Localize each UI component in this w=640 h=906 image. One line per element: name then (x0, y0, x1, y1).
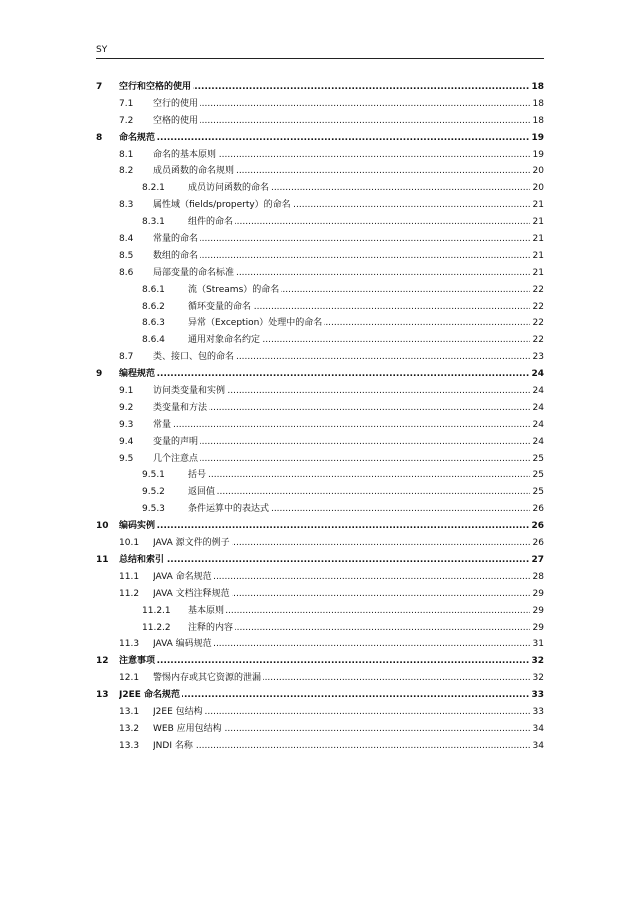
toc-entry[interactable] (96, 113, 544, 130)
toc-entry-page: 31 (532, 639, 544, 650)
toc-entry-page: 25 (532, 487, 544, 498)
toc-entry-title (188, 501, 530, 518)
toc-entry-page: 33 (531, 690, 544, 701)
page-header (96, 44, 544, 59)
toc-entry-number: 11.2.1 (142, 605, 171, 616)
toc-entry[interactable] (96, 603, 544, 620)
toc-entry-number: 9.1 (119, 386, 134, 397)
toc-entry-page: 25 (532, 453, 544, 464)
toc-entry-page: 25 (532, 470, 544, 481)
toc-entry-title (188, 620, 530, 637)
toc-entry-page: 27 (531, 554, 544, 565)
toc-entry[interactable] (96, 620, 544, 637)
toc-entry-title (153, 636, 530, 653)
toc-entry-title-text: JAVA 源文件的例子 (153, 538, 230, 549)
toc-entry[interactable] (96, 535, 544, 552)
toc-entry-page: 19 (531, 132, 544, 143)
toc-entry[interactable] (96, 349, 544, 366)
toc-entry-title (188, 467, 530, 484)
toc-entry-page: 33 (532, 706, 544, 717)
toc-entry-title-text: 异常（Exception）处理中的命名 (188, 318, 323, 329)
toc-entry-title (188, 484, 530, 501)
toc-entry-title (153, 248, 530, 265)
toc-entry[interactable] (96, 147, 544, 164)
toc-entry-title-text: 通用对象命名约定 (188, 335, 261, 346)
toc-entry-number: 8.1 (119, 149, 134, 160)
toc-entry-title-text: J2EE 包结构 (153, 706, 203, 717)
toc-entry-number: 9 (96, 369, 103, 380)
toc-entry-title (153, 96, 530, 113)
toc-entry-number: 8.6 (119, 267, 134, 278)
toc-entry[interactable] (96, 484, 544, 501)
toc-entry-number: 12 (96, 656, 109, 667)
toc-entry-page: 23 (532, 352, 544, 363)
toc-entry-title (153, 400, 530, 417)
toc-entry-title (188, 315, 530, 332)
toc-entry[interactable] (96, 451, 544, 468)
toc-entry-title-text: 空行和空格的使用 (119, 82, 192, 92)
toc-entry[interactable] (96, 383, 544, 400)
toc-entry[interactable] (96, 79, 544, 96)
toc-entry-number: 8 (96, 132, 103, 143)
toc-entry-title-text: 基本原则 (188, 605, 225, 616)
toc-entry-title-text: 空行的使用 (153, 98, 199, 109)
toc-entry-number: 12.1 (119, 673, 140, 684)
toc-entry-number: 9.5 (119, 453, 134, 464)
toc-entry-title (153, 417, 530, 434)
toc-entry-number: 10 (96, 521, 109, 532)
toc-entry-number: 9.2 (119, 402, 134, 413)
toc-entry-title (188, 180, 530, 197)
toc-entry-title (153, 670, 530, 687)
toc-entry-title-text: 注释的内容 (188, 622, 234, 633)
toc-entry-title-text: 局部变量的命名标准 (153, 267, 235, 278)
toc-entry-title (153, 721, 530, 738)
toc-entry-number: 8.3.1 (142, 217, 165, 228)
toc-entry-title (153, 738, 530, 755)
toc-entry[interactable] (96, 552, 544, 569)
toc-entry-number: 11.3 (119, 639, 140, 650)
toc-entry-title-text: 括号 (188, 470, 207, 481)
toc-entry-page: 26 (532, 538, 544, 549)
toc-entry[interactable] (96, 231, 544, 248)
toc-entry[interactable] (96, 636, 544, 653)
toc-entry-number: 8.6.2 (142, 301, 165, 312)
toc-entry-title (153, 451, 530, 468)
toc-entry-title-text: JAVA 编码规范 (153, 639, 212, 650)
toc-entry-title-text: 成员访问函数的命名 (188, 183, 270, 194)
toc-entry[interactable] (96, 670, 544, 687)
toc-entry[interactable] (96, 265, 544, 282)
toc-entry[interactable] (96, 586, 544, 603)
toc-entry[interactable] (96, 653, 544, 670)
toc-entry-title-text: 常量 (153, 419, 172, 430)
toc-entry-title (153, 113, 530, 130)
toc-entry-number: 11.2 (119, 588, 140, 599)
toc-entry-title-text: 流（Streams）的命名 (188, 284, 280, 295)
toc-entry-number: 9.3 (119, 419, 134, 430)
toc-entry-title-text: 空格的使用 (153, 115, 199, 126)
toc-entry-page: 18 (531, 82, 544, 92)
toc-entry[interactable] (96, 467, 544, 484)
toc-entry-title-text: 常量的命名 (153, 234, 199, 245)
toc-entry-title-text: 返回值 (188, 487, 216, 498)
toc-entry-title (119, 687, 530, 704)
toc-entry[interactable] (96, 163, 544, 180)
toc-entry[interactable] (96, 400, 544, 417)
toc-entry-title (153, 569, 530, 586)
toc-entry-page: 22 (532, 301, 544, 312)
toc-entry-page: 21 (532, 217, 544, 228)
toc-entry[interactable] (96, 248, 544, 265)
toc-entry[interactable] (96, 738, 544, 755)
toc-entry-title (119, 79, 530, 96)
toc-entry-title (188, 332, 530, 349)
toc-entry[interactable] (96, 96, 544, 113)
toc-entry-page: 20 (532, 183, 544, 194)
toc-entry-page: 24 (532, 436, 544, 447)
toc-entry-title-text: 命名的基本原则 (153, 149, 217, 160)
toc-entry-page: 24 (532, 402, 544, 413)
toc-entry-page: 21 (532, 200, 544, 211)
toc-entry-title (153, 231, 530, 248)
toc-entry-title-text: J2EE 命名规范 (119, 690, 181, 701)
toc-entry-page: 22 (532, 284, 544, 295)
toc-entry-title-text: 警惕内存或其它资源的泄漏 (153, 673, 262, 684)
toc-entry-title (119, 366, 530, 383)
toc-entry-title (153, 197, 530, 214)
toc-entry-number: 13.1 (119, 706, 140, 717)
toc-entry-page: 22 (532, 318, 544, 329)
toc-entry-page: 34 (532, 723, 544, 734)
toc-entry-title-text: WEB 应用包结构 (153, 723, 222, 734)
toc-entry-title-text: 访问类变量和实例 (153, 386, 226, 397)
toc-entry-number: 10.1 (119, 538, 140, 549)
toc-entry-page: 19 (532, 149, 544, 160)
toc-entry-number: 9.5.1 (142, 470, 165, 481)
toc-entry-title (119, 653, 530, 670)
toc-entry-number: 8.5 (119, 250, 134, 261)
toc-entry[interactable] (96, 197, 544, 214)
toc-entry-title (153, 265, 530, 282)
toc-entry[interactable] (96, 332, 544, 349)
toc-entry[interactable] (96, 282, 544, 299)
toc-entry[interactable] (96, 687, 544, 704)
toc-entry-title (153, 147, 530, 164)
toc-entry-page: 29 (532, 622, 544, 633)
toc-entry-title (153, 586, 530, 603)
toc-entry-title-text: 数组的命名 (153, 250, 199, 261)
toc-entry-number: 11.1 (119, 571, 140, 582)
toc-entry-number: 9.5.2 (142, 487, 165, 498)
toc-entry-number: 8.6.3 (142, 318, 165, 329)
toc-entry-title (153, 349, 530, 366)
header-text: SY (96, 45, 108, 55)
toc-entry[interactable] (96, 518, 544, 535)
toc-entry-number: 7 (96, 82, 103, 92)
toc-entry-number: 7.1 (119, 98, 134, 109)
toc-entry-title-text: JAVA 命名规范 (153, 571, 212, 582)
toc-entry-number: 8.4 (119, 234, 134, 245)
table-of-contents (96, 79, 544, 755)
toc-entry[interactable] (96, 721, 544, 738)
toc-entry-title-text: 成员函数的命名规则 (153, 166, 235, 177)
toc-entry-number: 7.2 (119, 115, 134, 126)
toc-entry-page: 26 (532, 504, 544, 515)
toc-entry-number: 8.2 (119, 166, 134, 177)
toc-entry-number: 8.3 (119, 200, 134, 211)
toc-entry-title-text: 循环变量的命名 (188, 301, 252, 312)
toc-entry-page: 20 (532, 166, 544, 177)
toc-entry-title-text: 编程规范 (119, 369, 156, 380)
toc-entry-title-text: 注意事项 (119, 656, 156, 667)
toc-entry-number: 11.2.2 (142, 622, 171, 633)
toc-entry-page: 32 (532, 673, 544, 684)
toc-entry-title-text: 编码实例 (119, 521, 156, 532)
toc-entry-page: 29 (532, 605, 544, 616)
toc-entry-title-text: 总结和索引 (119, 554, 165, 565)
toc-entry-page: 18 (532, 98, 544, 109)
toc-entry-number: 13.2 (119, 723, 140, 734)
toc-entry[interactable] (96, 180, 544, 197)
toc-entry-page: 24 (532, 419, 544, 430)
toc-entry-page: 21 (532, 234, 544, 245)
toc-entry[interactable] (96, 569, 544, 586)
toc-entry[interactable] (96, 501, 544, 518)
toc-entry-page: 21 (532, 267, 544, 278)
toc-entry-number: 8.6.1 (142, 284, 165, 295)
toc-entry-page: 34 (532, 740, 544, 751)
toc-entry-number: 8.2.1 (142, 183, 165, 194)
toc-entry-number: 9.5.3 (142, 504, 165, 515)
toc-entry-number: 8.6.4 (142, 335, 165, 346)
toc-entry-page: 28 (532, 571, 544, 582)
toc-entry[interactable] (96, 315, 544, 332)
toc-entry-title (153, 704, 530, 721)
toc-entry-number: 13.3 (119, 740, 140, 751)
toc-entry-page: 18 (532, 115, 544, 126)
toc-entry-title-text: 组件的命名 (188, 217, 234, 228)
toc-entry-title (119, 130, 530, 147)
toc-entry-title-text: 命名规范 (119, 132, 156, 143)
toc-entry-number: 13 (96, 690, 109, 701)
toc-entry-title-text: JNDI 名称 (153, 740, 193, 751)
toc-entry-title (119, 518, 530, 535)
toc-entry-title-text: 类变量和方法 (153, 402, 208, 413)
toc-entry-title (153, 163, 530, 180)
toc-entry-title (153, 434, 530, 451)
toc-entry-page: 24 (532, 386, 544, 397)
toc-entry-page: 32 (531, 656, 544, 667)
toc-entry-page: 29 (532, 588, 544, 599)
toc-entry-title (119, 552, 530, 569)
toc-entry-title-text: 几个注意点 (153, 453, 199, 464)
toc-entry-title-text: JAVA 文档注释规范 (153, 588, 230, 599)
toc-entry-number: 8.7 (119, 352, 134, 363)
toc-entry-title-text: 类、接口、包的命名 (153, 352, 235, 363)
toc-entry-page: 24 (531, 369, 544, 380)
toc-entry-title (153, 383, 530, 400)
toc-entry[interactable] (96, 704, 544, 721)
toc-entry-title (188, 603, 530, 620)
toc-entry-title-text: 条件运算中的表达式 (188, 504, 270, 515)
toc-entry[interactable] (96, 214, 544, 231)
toc-entry-page: 26 (531, 521, 544, 532)
toc-entry-number: 11 (96, 554, 109, 565)
toc-entry-title-text: 属性域（fields/property）的命名 (153, 200, 291, 211)
toc-entry[interactable] (96, 299, 544, 316)
toc-entry-page: 21 (532, 250, 544, 261)
toc-entry[interactable] (96, 417, 544, 434)
toc-entry-title (153, 535, 530, 552)
toc-entry-title (188, 282, 530, 299)
toc-entry-title (188, 214, 530, 231)
toc-entry[interactable] (96, 130, 544, 147)
toc-entry-title (188, 299, 530, 316)
toc-entry-number: 9.4 (119, 436, 134, 447)
toc-entry[interactable] (96, 366, 544, 383)
toc-entry-title-text: 变量的声明 (153, 436, 199, 447)
toc-entry-page: 22 (532, 335, 544, 346)
toc-entry[interactable] (96, 434, 544, 451)
